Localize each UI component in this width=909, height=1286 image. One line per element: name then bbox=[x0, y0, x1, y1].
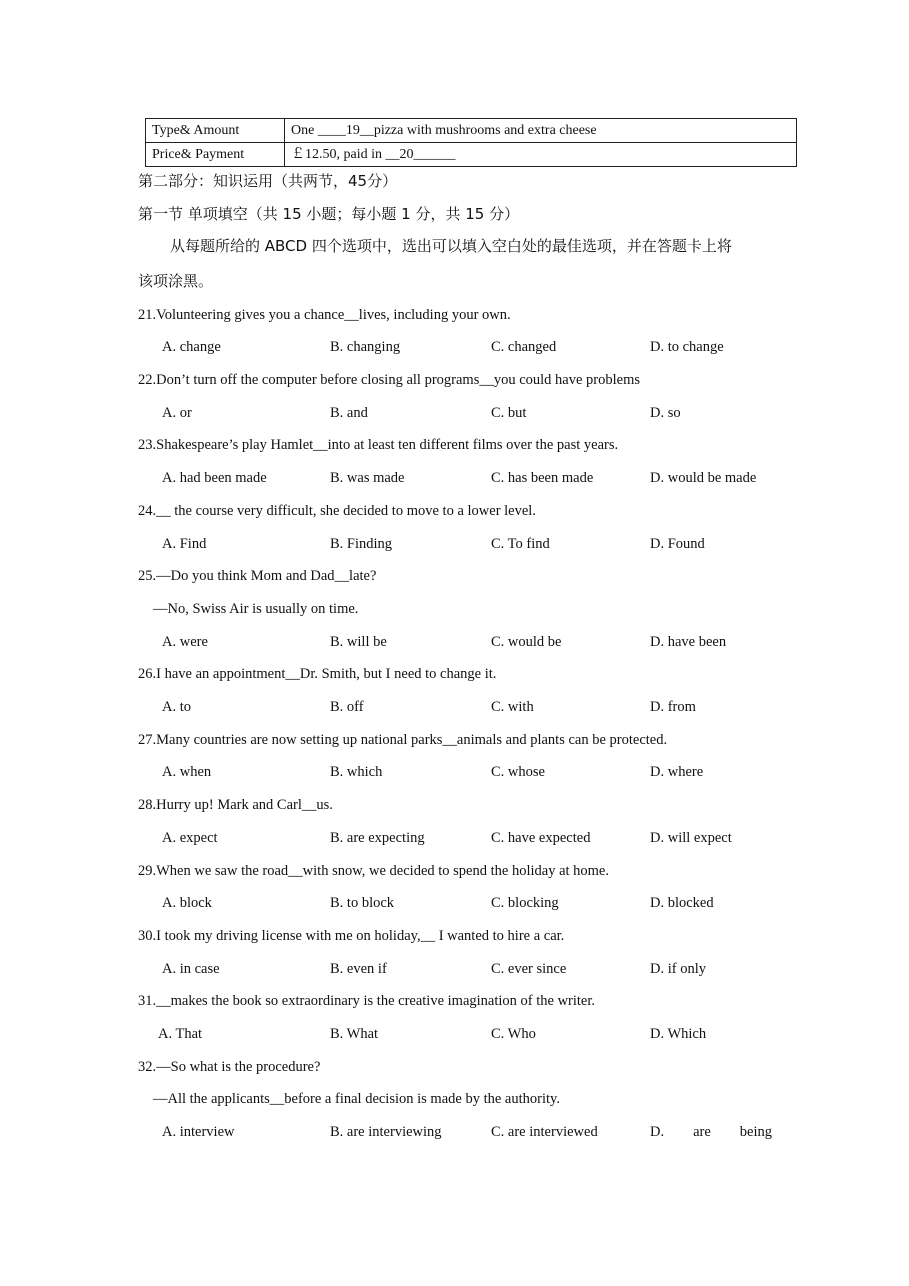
option-d: D. would be made bbox=[650, 470, 757, 486]
option-row bbox=[0, 337, 909, 357]
option-d bbox=[650, 1122, 772, 1142]
option-c: C. have expected bbox=[491, 830, 591, 846]
question-stem: 32.—So what is the procedure? bbox=[138, 1059, 321, 1075]
option-a: A. That bbox=[158, 1026, 203, 1042]
option-a: A. when bbox=[162, 764, 212, 780]
question-stem: 21.Volunteering gives you a chance__lives, including your own. bbox=[138, 307, 511, 323]
option-d-letter: D. bbox=[650, 1124, 665, 1140]
option-a: A. change bbox=[162, 339, 221, 355]
option-a: A. had been made bbox=[162, 470, 267, 486]
question-stem: 23.Shakespeare’s play Hamlet__into at least ten different films over the past years. bbox=[138, 437, 619, 453]
table-row bbox=[146, 143, 797, 167]
option-d: D. blocked bbox=[650, 895, 714, 911]
option-row bbox=[0, 959, 909, 979]
option-b: B. off bbox=[330, 699, 364, 715]
option-b: B. changing bbox=[330, 339, 401, 355]
option-b: B. to block bbox=[330, 895, 395, 911]
option-d: D. Found bbox=[650, 536, 705, 552]
option-b: B. which bbox=[330, 764, 383, 780]
option-d: D. from bbox=[650, 699, 696, 715]
option-d-word-1: are bbox=[693, 1124, 711, 1140]
dialogue-answer: —All the applicants__before a final decision is made by the authority. bbox=[153, 1091, 560, 1107]
table-cell-value: One ____19__pizza with mushrooms and extra cheese bbox=[285, 119, 797, 143]
option-c: C. Who bbox=[491, 1026, 536, 1042]
option-row bbox=[0, 534, 909, 554]
option-row bbox=[0, 893, 909, 913]
table-cell-value: ￡12.50, paid in __20______ bbox=[285, 143, 797, 167]
option-row bbox=[0, 697, 909, 717]
option-b: B. are interviewing bbox=[330, 1124, 442, 1140]
option-c: C. whose bbox=[491, 764, 545, 780]
question-stem: 25.—Do you think Mom and Dad__late? bbox=[138, 568, 377, 584]
option-b: B. What bbox=[330, 1026, 379, 1042]
table-cell-label: Type& Amount bbox=[146, 119, 285, 143]
option-a: A. Find bbox=[162, 536, 207, 552]
option-c: C. with bbox=[491, 699, 534, 715]
option-d-word-2: being bbox=[739, 1124, 772, 1140]
option-c: C. To find bbox=[491, 536, 550, 552]
option-d: D. will expect bbox=[650, 830, 732, 846]
option-a: A. were bbox=[162, 634, 208, 650]
option-row bbox=[0, 1122, 909, 1142]
option-row bbox=[0, 632, 909, 652]
instruction-line-1: 从每题所给的 ABCD 四个选项中，选出可以填入空白处的最佳选项，并在答题卡上将 bbox=[170, 237, 732, 255]
option-a: A. expect bbox=[162, 830, 218, 846]
option-a: A. interview bbox=[162, 1124, 235, 1140]
option-a: A. to bbox=[162, 699, 191, 715]
option-row bbox=[0, 1024, 909, 1044]
question-stem: 29.When we saw the road__with snow, we decided to spend the holiday at home. bbox=[138, 863, 609, 879]
question-stem: 22.Don’t turn off the computer before closing all programs__you could have problems bbox=[138, 372, 641, 388]
question-stem: 28.Hurry up! Mark and Carl__us. bbox=[138, 797, 333, 813]
option-b: B. was made bbox=[330, 470, 405, 486]
option-c: C. ever since bbox=[491, 961, 567, 977]
option-c: C. are interviewed bbox=[491, 1124, 598, 1140]
option-a: A. block bbox=[162, 895, 212, 911]
option-row bbox=[0, 762, 909, 782]
table-cell-label: Price& Payment bbox=[146, 143, 285, 167]
option-d: D. have been bbox=[650, 634, 727, 650]
option-a: A. or bbox=[162, 405, 192, 421]
option-c: C. would be bbox=[491, 634, 562, 650]
option-d: D. to change bbox=[650, 339, 724, 355]
option-b: B. Finding bbox=[330, 536, 393, 552]
instruction-line-2: 该项涂黑。 bbox=[138, 272, 214, 290]
option-row bbox=[0, 468, 909, 488]
option-d: D. where bbox=[650, 764, 704, 780]
question-stem: 27.Many countries are now setting up national parks__animals and plants can be protected. bbox=[138, 732, 668, 748]
option-c: C. has been made bbox=[491, 470, 594, 486]
option-a: A. in case bbox=[162, 961, 220, 977]
option-c: C. blocking bbox=[491, 895, 559, 911]
dialogue-answer: —No, Swiss Air is usually on time. bbox=[153, 601, 359, 617]
question-stem: 26.I have an appointment__Dr. Smith, but I need to change it. bbox=[138, 666, 497, 682]
question-stem: 24.__ the course very difficult, she decided to move to a lower level. bbox=[138, 503, 536, 519]
option-row bbox=[0, 828, 909, 848]
option-b: B. even if bbox=[330, 961, 387, 977]
order-info-table bbox=[145, 118, 797, 167]
option-d: D. if only bbox=[650, 961, 706, 977]
option-c: C. changed bbox=[491, 339, 557, 355]
part-title: 第二部分：知识运用（共两节，45分） bbox=[138, 172, 398, 190]
option-c: C. but bbox=[491, 405, 527, 421]
section-title: 第一节 单项填空（共 15 小题；每小题 1 分，共 15 分） bbox=[138, 205, 520, 223]
option-b: B. and bbox=[330, 405, 368, 421]
option-d: D. Which bbox=[650, 1026, 707, 1042]
option-d: D. so bbox=[650, 405, 681, 421]
option-b: B. are expecting bbox=[330, 830, 425, 846]
question-stem: 31.__makes the book so extraordinary is the creative imagination of the writer. bbox=[138, 993, 596, 1009]
option-b: B. will be bbox=[330, 634, 387, 650]
table-row bbox=[146, 119, 797, 143]
question-stem: 30.I took my driving license with me on holiday,__ I wanted to hire a car. bbox=[138, 928, 565, 944]
option-row bbox=[0, 403, 909, 423]
